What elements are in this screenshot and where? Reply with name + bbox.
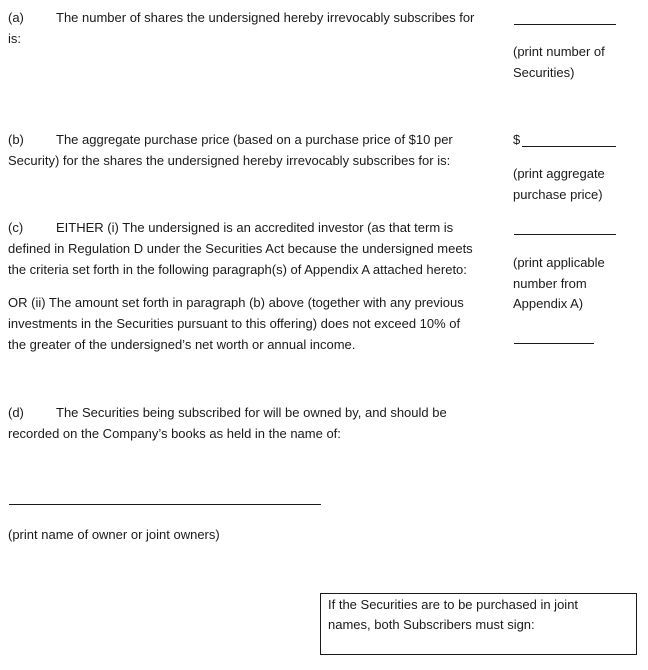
- section-c-label: (c): [8, 220, 24, 235]
- section-d-line-2: recorded on the Company’s books as held in the name of:: [8, 426, 341, 441]
- section-b-note-line-2: purchase price): [513, 187, 603, 202]
- section-a-note-line-2: Securities): [513, 65, 575, 80]
- joint-box-line-2: names, both Subscribers must sign:: [328, 617, 535, 632]
- section-c-note-line-2: number from: [513, 276, 587, 291]
- section-c-line-2: defined in Regulation D under the Securities Act because the undersigned meets: [8, 241, 473, 256]
- joint-box-line-1: If the Securities are to be purchased in joint: [328, 597, 579, 612]
- section-b-line-2: Security) for the shares the undersigned hereby irrevocably subscribes for is:: [8, 153, 451, 168]
- section-a-line-2: is:: [8, 31, 21, 46]
- joint-signature-box: [320, 593, 637, 655]
- section-c-or-line-2: investments in the Securities pursuant to this offering) does not exceed 10% of: [8, 316, 461, 331]
- section-c-blank-line[interactable]: [514, 234, 616, 235]
- currency-symbol: $: [513, 132, 521, 147]
- section-c-or-line-3: the greater of the undersigned’s net worth or annual income.: [8, 337, 356, 352]
- section-b-note-line-1: (print aggregate: [513, 166, 605, 181]
- section-c-or-line-1: OR (ii) The amount set forth in paragraph (b) above (together with any previous: [8, 295, 464, 310]
- section-b-line-1: (b) The aggregate purchase price (based on a purchase price of $10 per: [8, 129, 453, 150]
- section-c-line-1: (c) EITHER (i) The undersigned is an accredited investor (as that term is: [8, 217, 453, 238]
- section-c-line-3: the criteria set forth in the following paragraph(s) of Appendix A attached hereto:: [8, 262, 467, 277]
- section-c-or-blank-line[interactable]: [514, 343, 594, 344]
- section-b-label: (b): [8, 132, 24, 147]
- section-d-label: (d): [8, 405, 24, 420]
- section-c-note-line-3: Appendix A): [513, 296, 584, 311]
- section-a-blank-line[interactable]: [514, 24, 616, 25]
- section-a-note-line-1: (print number of: [513, 44, 605, 59]
- owner-name-blank-line[interactable]: [9, 504, 321, 505]
- section-b-blank-line[interactable]: [522, 146, 616, 147]
- section-a-label: (a): [8, 10, 24, 25]
- section-d-line-1: (d) The Securities being subscribed for will be owned by, and should be: [8, 402, 447, 423]
- section-c-note-line-1: (print applicable: [513, 255, 605, 270]
- section-a-line-1: (a) The number of shares the undersigned hereby irrevocably subscribes for: [8, 7, 474, 28]
- owner-name-caption: (print name of owner or joint owners): [8, 527, 220, 542]
